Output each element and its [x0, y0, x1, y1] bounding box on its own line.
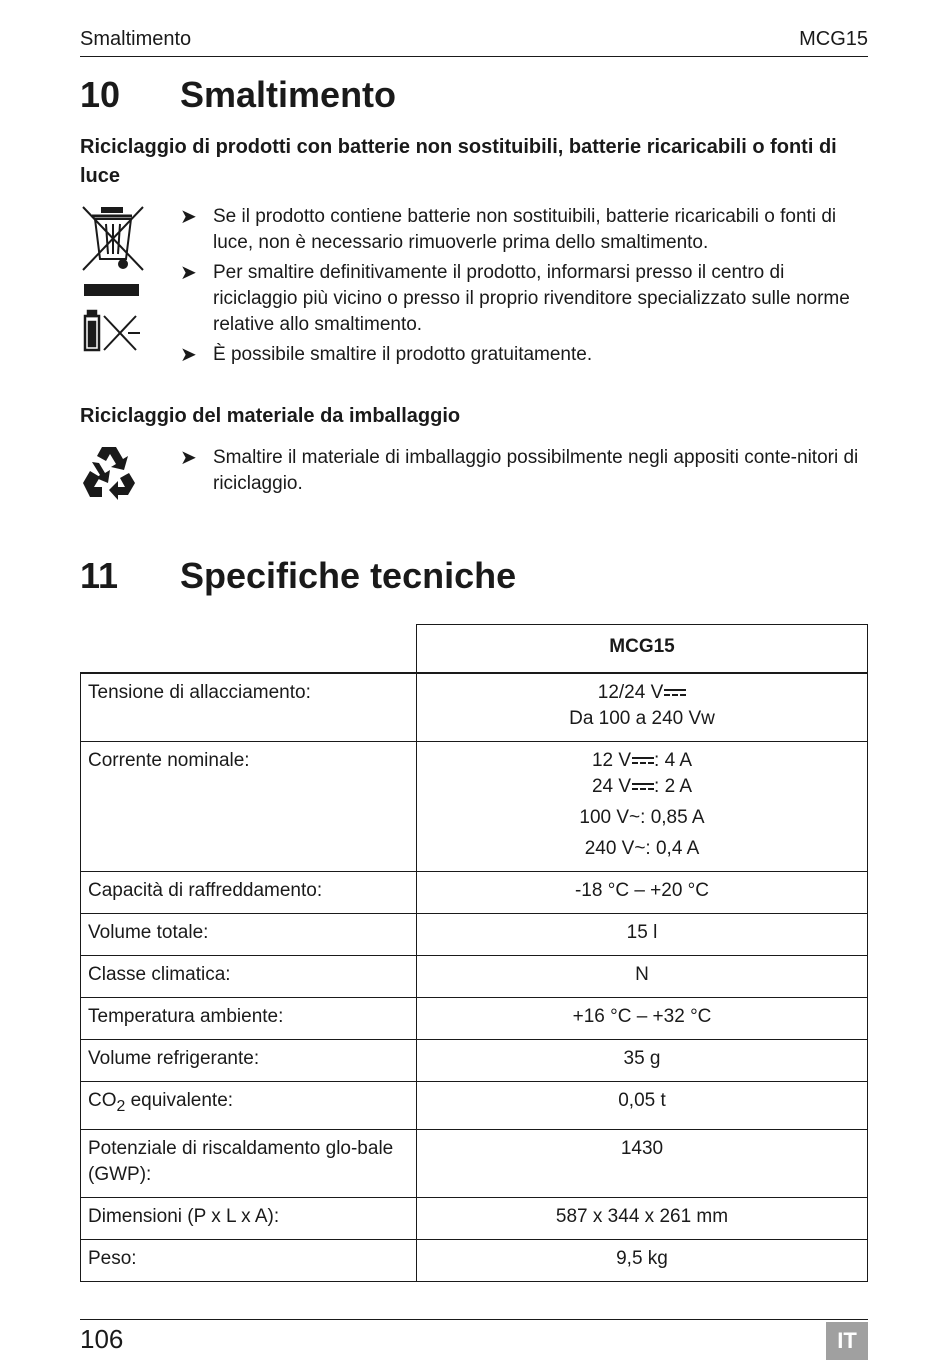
row-label: Volume refrigerante: [81, 1040, 417, 1082]
language-badge: IT [826, 1322, 868, 1360]
chapter-10-heading [80, 74, 868, 118]
disposal-icons [80, 204, 146, 361]
chapter-title: Smaltimento [180, 74, 397, 115]
packaging-disposal-list [180, 445, 868, 501]
list-item [180, 204, 868, 256]
arrow-bullet-icon: ➤ [180, 206, 197, 228]
table-row [81, 673, 868, 742]
weee-bin-icon [80, 204, 146, 356]
list-item-text: Per smaltire definitivamente il prodotto, informarsi presso il centro di riciclaggio più vicino o presso il proprio rivenditore specializzato sulle norme relative allo smaltimento. [213, 262, 850, 335]
row-label: Volume totale: [81, 914, 417, 956]
row-value: 1430 [417, 1129, 868, 1197]
table-row [81, 1239, 868, 1281]
list-item [180, 342, 868, 368]
row-label: Capacità di raffreddamento: [81, 872, 417, 914]
footer-rule [80, 1319, 868, 1320]
row-value: 0,05 t [417, 1082, 868, 1130]
row-value: 587 x 344 x 261 mm [417, 1197, 868, 1239]
value-line: 240 V~: 0,4 A [584, 838, 700, 859]
running-header [80, 28, 868, 57]
list-item-text: Se il prodotto contiene batterie non sostituibili, batterie ricaricabili o fonti di luce, non è necessario rimuoverle prima dello smaltimento. [213, 206, 837, 253]
row-label: Potenziale di riscaldamento glo-bale (GWP): [81, 1129, 417, 1197]
chapter-number: 10 [80, 74, 121, 115]
row-value: 15 l [417, 914, 868, 956]
dc-symbol-icon [664, 687, 686, 699]
table-row [81, 1197, 868, 1239]
page-number: 106 [80, 1324, 124, 1354]
table-row [81, 1129, 868, 1197]
list-item-text: Smaltire il materiale di imballaggio possibilmente negli appositi conte-nitori di riciclaggio. [213, 447, 859, 494]
row-value: N [417, 956, 868, 998]
subheading-packaging-recycling: Riciclaggio del materiale da imballaggio [80, 405, 461, 427]
table-row [81, 872, 868, 914]
table-row [81, 1082, 868, 1130]
arrow-bullet-icon: ➤ [180, 344, 197, 366]
table-row [81, 742, 868, 872]
value-line: 12 V : 4 A [591, 750, 693, 771]
row-value: +16 °C – +32 °C [417, 998, 868, 1040]
row-value [417, 742, 868, 872]
recycling-symbol-icon [80, 443, 138, 501]
manual-page [80, 0, 868, 1362]
recycle-icon-wrap [80, 443, 138, 506]
list-item-text: È possibile smaltire il prodotto gratuitamente. [213, 344, 593, 365]
arrow-bullet-icon: ➤ [180, 262, 197, 284]
dc-symbol-icon [632, 781, 654, 793]
model-column-header: MCG15 [417, 625, 868, 674]
row-label: Corrente nominale: [81, 742, 417, 872]
spec-table [80, 624, 868, 1282]
chapter-11-heading [80, 555, 868, 599]
row-label: Dimensioni (P x L x A): [81, 1197, 417, 1239]
arrow-bullet-icon: ➤ [180, 447, 197, 469]
row-label: Tensione di allacciamento: [81, 673, 417, 742]
dc-symbol-icon [632, 755, 654, 767]
row-label: Classe climatica: [81, 956, 417, 998]
row-value [417, 673, 868, 742]
row-value: -18 °C – +20 °C [417, 872, 868, 914]
value-line: 12/24 V [424, 680, 860, 706]
subheading-battery-recycling: Riciclaggio di prodotti con batterie non sostituibili, batterie ricaricabili o fonti di luce [80, 136, 837, 187]
table-header-row [81, 625, 868, 674]
table-row [81, 956, 868, 998]
chapter-number: 11 [80, 555, 119, 596]
value-line: 24 V : 2 A [591, 776, 693, 797]
list-item [180, 260, 868, 338]
header-model-name: MCG15 [799, 28, 868, 50]
table-row [81, 1040, 868, 1082]
chapter-title: Specifiche tecniche [180, 555, 517, 596]
battery-disposal-list [180, 204, 868, 372]
header-section-name: Smaltimento [80, 28, 192, 50]
value-line: Da 100 a 240 Vw [569, 708, 715, 729]
row-label: $CO_2$ equivalente: [81, 1082, 417, 1130]
row-value: 35 g [417, 1040, 868, 1082]
table-row [81, 998, 868, 1040]
empty-header-cell [81, 625, 417, 674]
row-label: Peso: [81, 1239, 417, 1281]
row-value: 9,5 kg [417, 1239, 868, 1281]
list-item [180, 445, 868, 497]
value-line: 100 V~: 0,85 A [579, 807, 705, 828]
row-label: Temperatura ambiente: [81, 998, 417, 1040]
table-row [81, 914, 868, 956]
